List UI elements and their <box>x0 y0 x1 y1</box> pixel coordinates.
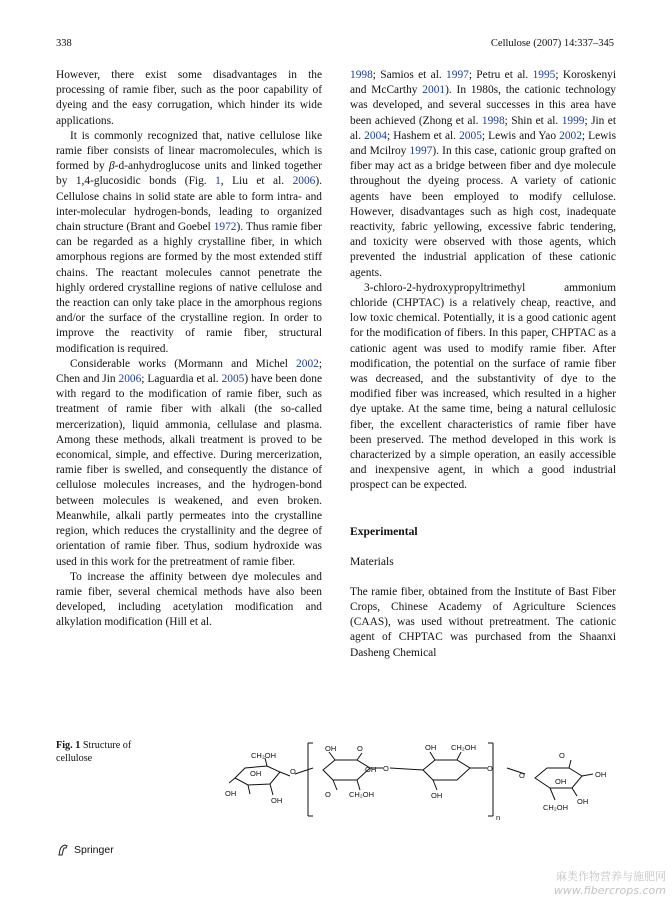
text-run: ; Petru et al. <box>468 69 533 81</box>
journal-reference: Cellulose (2007) 14:337–345 <box>490 38 614 49</box>
citation-link[interactable]: 1995 <box>532 69 556 81</box>
citation-link[interactable]: 1999 <box>561 114 585 127</box>
text-run: ; Hashem et al. <box>386 129 460 142</box>
paragraph-cationic-technology <box>350 68 616 281</box>
oh-label: OH <box>431 791 443 800</box>
text-run: Considerable works (Mormann and Michel <box>70 357 297 370</box>
o-label: O <box>325 790 331 799</box>
ch2oh-label: CH₂OH <box>543 803 568 812</box>
citation-link[interactable]: 2006 <box>292 175 316 188</box>
citation-link[interactable]: 2005 <box>459 129 482 142</box>
cellulose-structure-diagram <box>225 738 625 828</box>
text-run: ). Thus ramie fiber can be regarded as a highly crystalline fiber, in which amorphous regions are formed by the most extended stiff chains. The reactant molecules cannot penetrate the highly ordered crystalline regions of native cellulose and the reaction can only take place in the amorphous regions and/or the surface of the crystalline region. In order to improve the reactivity of ramie fiber, structural modification is required. <box>56 221 322 355</box>
o-label: O <box>290 767 296 776</box>
ch2oh-label: CH₂OH <box>451 743 476 752</box>
paragraph-chptac: 3-chloro-2-hydroxypropyltrimethyl ammonium chloride (CHPTAC) is a relatively cheap, reactive, and low toxic chemical. Potentially, it is a good cationic agent for the modification of fibers. In this paper, CHPTAC as a cationic agent was used to modify ramie fiber. After modification, the potential on the surface of ramie fiber was decreased, and the substantivity of dye to the modified fiber was increased, which resulted in a higher dye uptake. At the same time, being a natural cellulosic fiber, the excellent characteristics of ramie fiber have been preserved. The method developed in this work is characterized by a simple operation, an easily accessible and inexpensive agent, in which a good industrial prospect can be expected. <box>350 281 616 492</box>
text-run: , Liu et al. <box>220 175 293 188</box>
o-label: O <box>519 771 525 780</box>
beta-symbol: β <box>109 160 115 173</box>
watermark-chinese: 麻类作物营养与施肥网 <box>556 870 666 883</box>
text-run: ; Laguardia et al. <box>141 373 222 386</box>
citation-link[interactable]: 1998 <box>350 69 373 81</box>
glucose-ring-3 <box>423 760 470 780</box>
paragraph-ramie-materials: The ramie fiber, obtained from the Institute of Bast Fiber Crops, Chinese Academy of Agriculture Sciences (CAAS), was used without pretreatment. The cationic agent of CHPTAC was purchased from the Shaanxi Dasheng Chemical <box>350 585 616 659</box>
o-label: O <box>383 764 389 773</box>
section-heading-experimental: Experimental <box>350 524 418 538</box>
text-run: ; Lewis and Mcilroy <box>350 129 616 158</box>
citation-link[interactable]: 1997 <box>409 145 433 158</box>
text-run: ). In this case, cationic group grafted on fiber may act as a bridge between fiber and dye molecule throughout the dyeing process. A variety of cationic agents have been employed to modify cellulose. However, disadvantages such as high cost, inadequate reactivity, fabric yellowing, excessive fabric tendering, and toxicity were observed with those agents, which prevented the industrial application of these cationic agents. <box>350 145 616 279</box>
o-label: O <box>559 751 565 760</box>
glucose-ring-2 <box>323 760 370 780</box>
citation-link[interactable]: 2002 <box>559 129 582 142</box>
citation-link[interactable]: 2005 <box>221 373 245 386</box>
citation-link[interactable]: 1998 <box>481 114 505 127</box>
publisher-footer <box>56 843 114 857</box>
paragraph-native-cellulose <box>56 129 322 357</box>
oh-label: OH <box>225 789 237 798</box>
oh-label: OH <box>577 797 589 806</box>
n-subscript: n <box>496 813 501 822</box>
o-label: O <box>487 764 493 773</box>
watermark-url: www.fibercrops.com <box>553 884 666 897</box>
publisher-name: Springer <box>74 844 114 856</box>
text-run: ; Jin et al. <box>350 114 616 142</box>
figure-caption-text: Structure of cellulose <box>56 740 132 764</box>
text-run: ; Koroskenyi and McCarthy <box>350 69 617 97</box>
text-run: ). Cellulose chains in solid state are able to form intra- and inter-molecular hydrogen-bonds, leading to organized chain structure (Brant and Goebel <box>56 175 322 234</box>
citation-link[interactable]: 2001 <box>422 84 446 97</box>
citation-link[interactable]: 2002 <box>296 357 319 370</box>
oh-label: OH <box>271 796 283 805</box>
springer-horse-icon <box>56 843 70 857</box>
right-column <box>350 68 616 661</box>
figure-link[interactable]: 1 <box>215 175 221 188</box>
text-run: ) have been done with regard to the modification of ramie fiber, such as treatment of ramie fiber with alkali (the so-called mercerization), liquid ammonia, cellulase and plasma. Among these methods, alkali treatment is proved to be economical, simple, and effective. During mercerization, ramie fiber is swelled, and consequently the distance of cellulose molecules increases, and the hydrogen-bond between molecules is weakened, and even broken. Meanwhile, alkali partly permeates into the crystalline region, which reduces the crystallinity and the degree of orientation of ramie fiber. Thus, sodium hydroxide was used in this work for the pretreatment of ramie fiber. <box>56 373 323 568</box>
figure-caption <box>56 740 156 765</box>
oh-label: OH <box>365 765 377 774</box>
oh-label: OH <box>555 777 567 786</box>
oh-label: OH <box>325 744 337 753</box>
citation-link[interactable]: 2004 <box>364 129 387 142</box>
o-label: O <box>357 744 363 753</box>
oh-label: OH <box>425 743 437 752</box>
site-watermark <box>554 870 666 898</box>
paragraph-affinity: To increase the affinity between dye molecules and ramie fiber, several chemical methods have also been developed, including acetylation modification and alkylation modification (Hill et al. <box>56 570 322 629</box>
citation-link[interactable]: 1997 <box>446 69 469 81</box>
citation-link[interactable]: 2006 <box>118 373 142 386</box>
text-run: -d-anhydroglucose units and linked together by 1,4-glucosidic bonds (Fig. <box>56 160 322 188</box>
oh-label: OH <box>250 769 262 778</box>
citation-link[interactable]: 1972 <box>213 221 237 234</box>
text-run: ; Lewis and Yao <box>481 129 560 142</box>
text-run: ; Chen and Jin <box>56 357 322 386</box>
page-number: 338 <box>56 38 72 49</box>
subsection-heading-materials: Materials <box>350 554 394 568</box>
running-header <box>56 38 614 54</box>
ch2oh-label: CH₂OH <box>251 751 276 760</box>
paragraph-considerable-works <box>56 357 322 570</box>
cellulose-structure-figure <box>225 738 625 828</box>
ch2oh-label: CH₂OH <box>349 790 374 799</box>
text-run: It is commonly recognized that, native cellulose like ramie fiber consists of linear macromolecules, which is formed by <box>56 129 322 173</box>
text-run: ; Shin et al. <box>504 114 562 127</box>
paragraph-disadvantages: However, there exist some disadvantages in the processing of ramie fiber, such as the poor capability of dyeing and the easy corrugation, which hinder its wide applications. <box>56 69 322 127</box>
left-column <box>56 68 322 631</box>
oh-label: OH <box>595 770 607 779</box>
text-run: ). In 1980s, the cationic technology was developed, and several successes in this area have been achieved (Zhong et al. <box>350 84 616 127</box>
figure-label: Fig. 1 <box>56 740 81 751</box>
text-run: ; Samios et al. <box>372 69 447 81</box>
